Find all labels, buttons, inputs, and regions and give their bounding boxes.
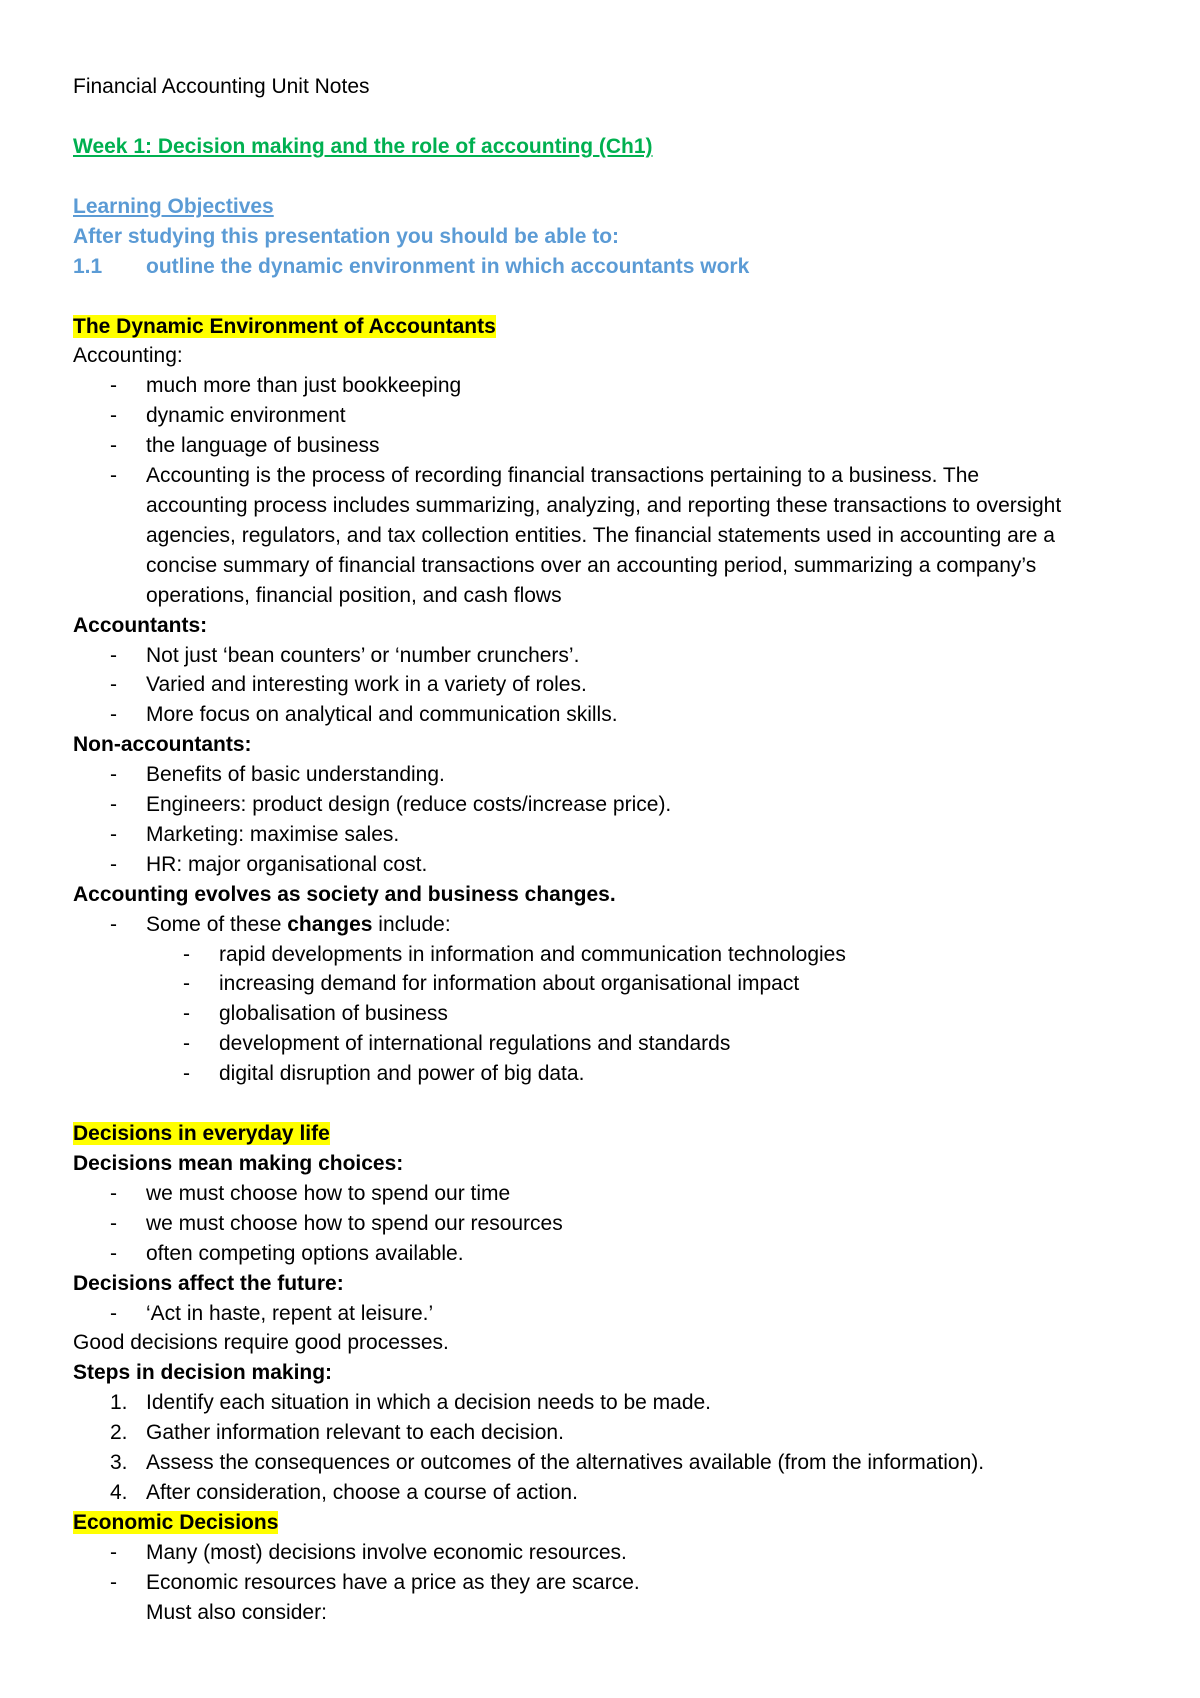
document-title: Financial Accounting Unit Notes — [73, 75, 370, 98]
list-item: - Engineers: product design (reduce costs/increase price). — [110, 793, 672, 817]
section-heading-economic-decisions: Economic Decisions — [73, 1510, 279, 1534]
numbered-step: 4. After consideration, choose a course of action. — [110, 1480, 578, 1504]
list-item: - dynamic environment — [110, 404, 346, 428]
numbered-step: 3. Assess the consequences or outcomes of the alternatives available (from the information). — [110, 1451, 985, 1475]
objectives-heading: Learning Objectives — [73, 194, 274, 218]
objective-item: 1.1 outline the dynamic environment in which accountants work — [73, 254, 750, 278]
list-item-accounting-definition: - Accounting is the process of recording financial transactions pertaining to a business. The accounting process includes summarizing, analyzing, and reporting these transactions to oversight agencies, regulators, and tax collection entities. The financial statements used in accounting are a concise summary of financial transactions over an accounting period, summarizing a company’s operations, financial position, and cash flows — [110, 464, 1062, 607]
evolves-label: Accounting evolves as society and business changes. — [73, 882, 616, 906]
good-decisions-text: Good decisions require good processes. — [73, 1331, 449, 1355]
sub-list-item: - rapid developments in information and communication technologies — [183, 942, 846, 966]
list-item: - HR: major organisational cost. — [110, 852, 428, 876]
future-label: Decisions affect the future: — [73, 1271, 344, 1295]
list-item: - we must choose how to spend our resources — [110, 1211, 563, 1235]
sub-list-item: - digital disruption and power of big data. — [183, 1062, 585, 1086]
list-item: - the language of business — [110, 434, 380, 458]
numbered-step: 2. Gather information relevant to each decision. — [110, 1421, 564, 1445]
choices-label: Decisions mean making choices: — [73, 1152, 404, 1175]
list-item: - Marketing: maximise sales. — [110, 822, 400, 846]
list-item: - Many (most) decisions involve economic resources. — [110, 1540, 627, 1564]
section-heading-decisions-everyday: Decisions in everyday life — [73, 1122, 330, 1146]
list-item: - Economic resources have a price as they are scarce. — [110, 1570, 640, 1594]
sub-list-item: - globalisation of business — [183, 1002, 448, 1026]
document-page — [73, 72, 1133, 1628]
list-item: - More focus on analytical and communication skills. — [110, 703, 618, 727]
objectives-intro: After studying this presentation you should be able to: — [73, 224, 620, 248]
non-accountants-label: Non-accountants: — [73, 733, 252, 757]
list-item: - Not just ‘bean counters’ or ‘number crunchers’. — [110, 643, 580, 667]
list-item: - often competing options available. — [110, 1241, 464, 1265]
list-item: - we must choose how to spend our time — [110, 1181, 511, 1205]
sub-list-item: - increasing demand for information about organisational impact — [183, 972, 800, 996]
list-item: - Benefits of basic understanding. — [110, 763, 445, 787]
list-item: - Varied and interesting work in a variety of roles. — [110, 673, 587, 697]
must-consider-text: Must also consider: — [146, 1600, 327, 1624]
numbered-step: 1. Identify each situation in which a decision needs to be made. — [110, 1391, 712, 1415]
week-heading: Week 1: Decision making and the role of accounting (Ch1) — [73, 134, 653, 158]
steps-label: Steps in decision making: — [73, 1361, 333, 1385]
list-item: - much more than just bookkeeping — [110, 374, 462, 398]
list-item: - ‘Act in haste, repent at leisure.’ — [110, 1301, 434, 1325]
accounting-label: Accounting: — [73, 344, 183, 368]
accountants-label: Accountants: — [73, 613, 208, 637]
sub-list-item: - development of international regulations and standards — [183, 1032, 731, 1056]
section-heading-dynamic-environment: The Dynamic Environment of Accountants — [73, 314, 496, 338]
list-item-changes-intro: - Some of these changes include: — [110, 912, 451, 936]
